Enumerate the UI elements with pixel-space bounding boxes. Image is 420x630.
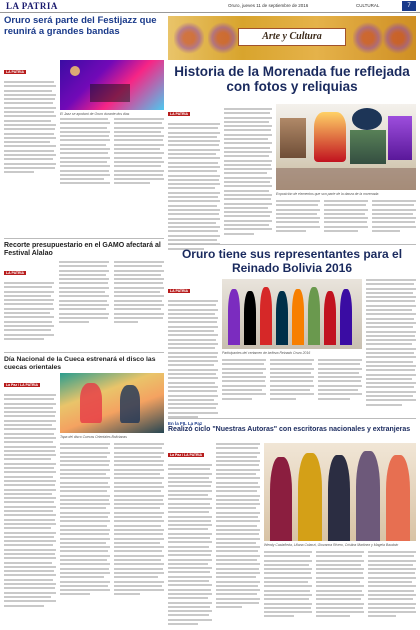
banner-title: Arte y Cultura: [238, 28, 346, 46]
headline-morenada: Historia de la Morenada fue reflejada con fotos y reliquias: [174, 64, 410, 94]
body-reinado-col5: [366, 279, 416, 408]
body-fil-col4: [316, 551, 364, 620]
photo-reinado-contestants: [222, 279, 362, 349]
kicker-cueca: La Paz / LA PATRIA: [6, 383, 39, 387]
body-morenada-col1: [168, 123, 220, 250]
article-gamo: [4, 238, 164, 358]
photo-jazz-concert: [60, 60, 164, 110]
body-gamo-col2: [59, 261, 109, 325]
headline-cueca: Día Nacional de la Cueca estrenará el disco las cuecas orientales: [4, 356, 156, 371]
caption-morenada: Exposición de elementos que son parte de la danza de la morenada: [276, 192, 379, 196]
photo-morenada-exhibit: [276, 104, 416, 190]
kicker-fil: En la FIL La Paz: [168, 421, 203, 426]
headline-gamo: Recorte presupuestario en el GAMO afectará al Festival Alalao: [4, 242, 161, 257]
photo-fil-authors: [264, 443, 416, 541]
kicker-morenada: LA PATRIA: [170, 112, 189, 116]
body-morenada-col5: [372, 200, 416, 234]
body-fil-col3: [264, 551, 312, 620]
left-column: [4, 16, 164, 630]
body-cueca-col2: [60, 443, 110, 598]
article-morenada: [168, 64, 416, 240]
caption-festijazz: El Jazz se apodaró de Oruro durante dos días: [60, 112, 130, 116]
kicker-reinado: LA PATRIA: [170, 289, 189, 293]
newspaper-logo: LA PATRIA: [6, 1, 58, 11]
headline-fil: Realizó ciclo "Nuestras Autoras" con escritoras nacionales y extranjeras: [168, 426, 411, 433]
caption-reinado: Participantes del certamen de belleza Reinado Oruro 2016: [222, 351, 311, 355]
article-festijazz: [4, 16, 164, 196]
body-gamo-col1: [4, 282, 54, 340]
body-festijazz-col3: [114, 118, 164, 187]
body-fil-col2: [216, 443, 260, 611]
kicker-festijazz: LA PATRIA: [6, 70, 25, 74]
section-name: CULTURAL: [356, 3, 380, 8]
body-reinado-col4: [318, 359, 362, 402]
masthead: [0, 0, 420, 13]
page-number: 7: [402, 1, 416, 11]
issue-date: Oruro, jueves 11 de septiembre de 2016: [228, 3, 309, 8]
body-festijazz-col2: [60, 118, 110, 187]
section-banner: [168, 16, 416, 60]
photo-cueca-album-cover: [60, 373, 164, 433]
byline-fil: La Paz / LA PATRIA: [170, 453, 203, 457]
body-reinado-col1: [168, 300, 218, 418]
headline-festijazz: Oruro será parte del Festijazz que reunirá a grandes bandas: [4, 15, 157, 37]
caption-fil: Wendy Castañeda, Liliana Colanzi, Giovanna Rivero, Cristina Martinez y Magela Baudoin: [264, 543, 399, 547]
body-fil-col5: [368, 551, 416, 620]
article-cueca: [4, 352, 164, 630]
kicker-gamo: LA PATRIA: [6, 271, 25, 275]
body-morenada-col4: [324, 200, 368, 234]
body-cueca-col1: [4, 394, 56, 607]
body-fil-col1: [168, 464, 212, 625]
headline-reinado: Oruro tiene sus representantes para el Reinado Bolivia 2016: [181, 247, 403, 275]
caption-cueca: Tapa del disco Cuecas Orientales Bolivianas: [60, 435, 127, 439]
body-reinado-col2: [222, 359, 266, 402]
body-morenada-col3: [276, 200, 320, 234]
article-fil: [168, 418, 416, 626]
body-gamo-col3: [114, 261, 164, 325]
article-reinado: [168, 244, 416, 414]
body-festijazz: [4, 81, 56, 173]
body-morenada-col2: [224, 108, 272, 237]
body-cueca-col3: [114, 443, 164, 598]
body-reinado-col3: [270, 359, 314, 402]
